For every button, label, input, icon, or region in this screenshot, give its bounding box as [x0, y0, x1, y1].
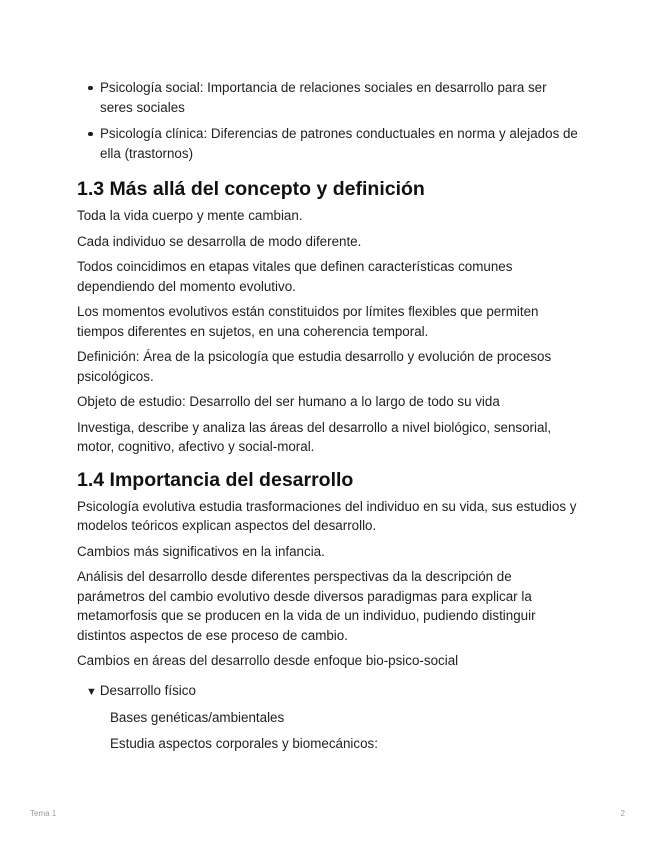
paragraph: Los momentos evolutivos están constituidos por límites flexibles que permiten tiempos diferentes en sujetos, en una coherencia temporal. [77, 304, 539, 339]
paragraph: Toda la vida cuerpo y mente cambian. [77, 208, 303, 223]
footer-document-title: Tema 1 [30, 809, 57, 818]
bullet-item: Psicología social: Importancia de relaciones sociales en desarrollo para ser seres sociales [77, 78, 582, 117]
section-heading: 1.3 Más allá del concepto y definición [77, 178, 425, 200]
toggle-content [110, 708, 582, 753]
page-content [77, 78, 582, 759]
paragraph: Análisis del desarrollo desde diferentes perspectivas da la descripción de parámetros del cambio evolutivo desde diversos paradigmas para explicar la metamorfosis que se producen en la vida de un individuo, pudiendo distinguir distintos aspectos de ese proceso de cambio. [77, 569, 536, 643]
paragraph: Cada individuo se desarrolla de modo diferente. [77, 233, 362, 249]
bullet-list [77, 78, 582, 163]
paragraph: Todos coincidimos en etapas vitales que definen características comunes dependiendo del momento evolutivo. [77, 259, 513, 294]
toggle-arrow-icon[interactable]: ▼ [86, 685, 97, 698]
paragraph: Psicología evolutiva estudia trasformaciones del individuo en su vida, sus estudios y modelos teóricos explican aspectos del desarrollo. [77, 498, 577, 533]
footer-page-number: 2 [620, 809, 625, 818]
toggle-desarrollo-fisico[interactable] [86, 681, 582, 754]
bullet-item: Psicología clínica: Diferencias de patrones conductuales en norma y alejados de ella (trastornos) [77, 124, 582, 163]
toggle-label: Desarrollo físico [99, 682, 196, 698]
paragraph: Cambios en áreas del desarrollo desde enfoque bio-psico-social [77, 653, 459, 668]
paragraph: Estudia aspectos corporales y biomecánicos: [110, 735, 378, 751]
paragraph: Investiga, describe y analiza las áreas del desarrollo a nivel biológico, sensorial, motor, cognitivo, afectivo y social-moral. [77, 419, 552, 454]
paragraph: Definición: Área de la psicología que estudia desarrollo y evolución de procesos psicológicos. [77, 349, 552, 384]
section-heading: 1.4 Importancia del desarrollo [77, 468, 354, 491]
paragraph: Objeto de estudio: Desarrollo del ser humano a lo largo de todo su vida [77, 394, 500, 409]
paragraph: Bases genéticas/ambientales [110, 710, 285, 725]
paragraph: Cambios más significativos en la infancia. [77, 543, 325, 559]
